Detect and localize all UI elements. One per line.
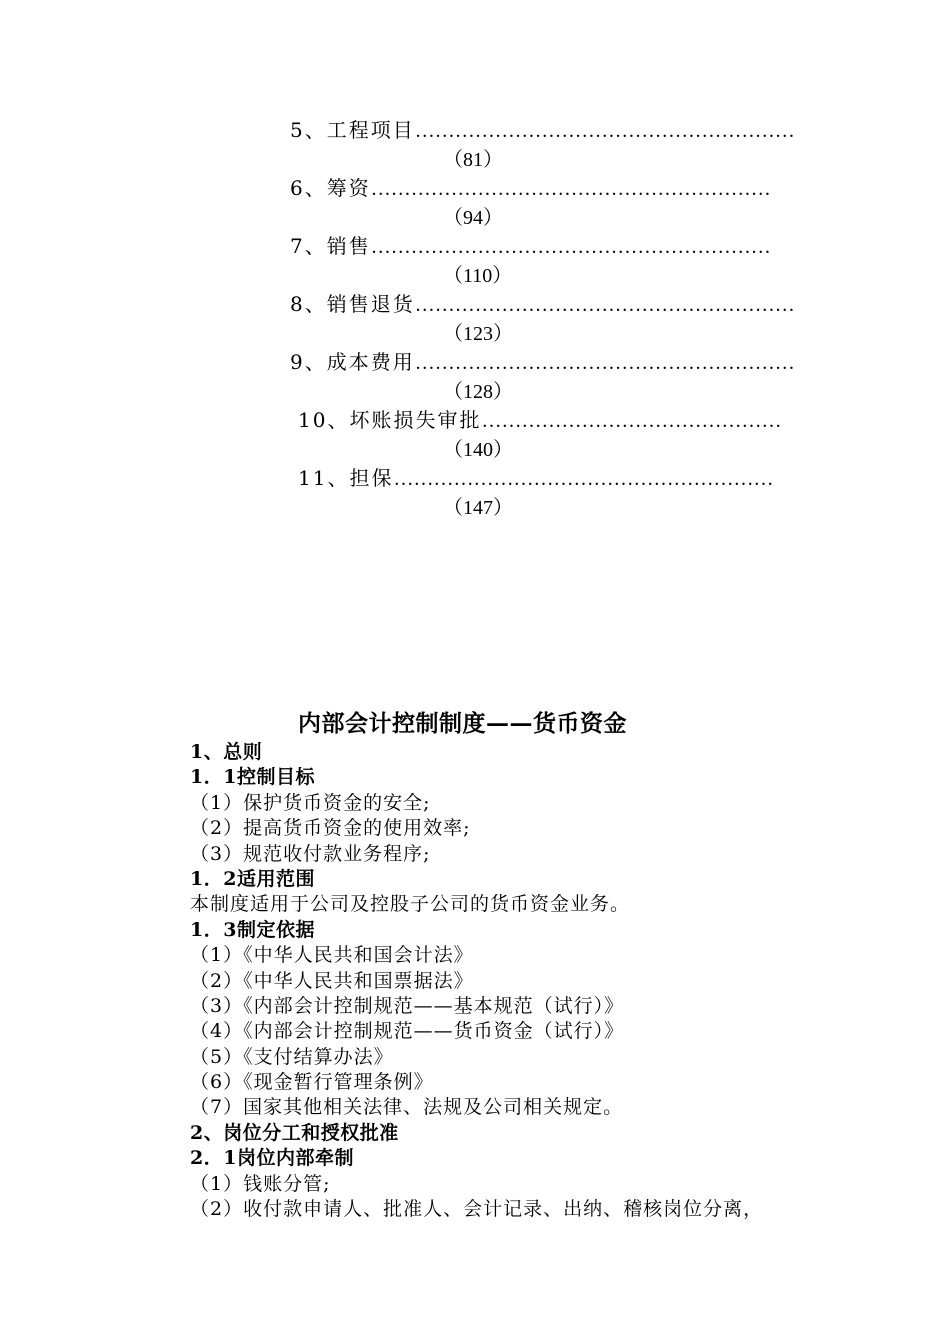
list-item: （2）《中华人民共和国票据法》 — [190, 969, 474, 992]
toc-page-number: （110） — [443, 265, 513, 287]
subsection-heading: 1．1控制目标 — [190, 766, 315, 789]
list-item: （5）《支付结算办法》 — [190, 1045, 394, 1068]
toc-entry-label: 5、工程项目 — [290, 118, 415, 142]
toc-leader-dots: …………………………………………………… — [370, 236, 771, 258]
toc-entry[interactable] — [0, 174, 950, 232]
toc-page-number: （94） — [443, 207, 503, 229]
toc-entry[interactable] — [0, 348, 950, 406]
toc-leader-dots: ………………………………………………… — [414, 352, 795, 374]
toc-entry[interactable] — [0, 290, 950, 348]
list-item: （4）《内部会计控制规范——货币资金（试行）》 — [190, 1020, 625, 1043]
toc-leader-dots: ………………………………………………… — [414, 294, 795, 316]
list-item: （1）《中华人民共和国会计法》 — [190, 944, 474, 967]
list-item: （2）提高货币资金的使用效率; — [190, 817, 471, 840]
list-item: （2）收付款申请人、批准人、会计记录、出纳、稽核岗位分离， — [190, 1198, 764, 1221]
toc-leader-dots: ………………………………………………… — [393, 468, 774, 490]
toc-leader-dots: ………………………………………………… — [414, 120, 795, 142]
list-item: （3）《内部会计控制规范——基本规范（试行）》 — [190, 994, 625, 1017]
paragraph: 本制度适用于公司及控股子公司的货币资金业务。 — [190, 893, 631, 916]
section-heading: 1、总则 — [190, 741, 263, 763]
document-lines — [190, 740, 763, 1222]
toc-entry-line — [298, 464, 773, 493]
toc-entry[interactable] — [0, 116, 950, 174]
toc-page-number: （128） — [443, 381, 513, 403]
toc-page-number: （147） — [443, 497, 513, 519]
list-item: （1）钱账分管; — [190, 1172, 331, 1195]
toc-entry-line — [290, 116, 795, 145]
toc-entry[interactable] — [0, 464, 950, 522]
toc-entry-line — [290, 232, 771, 261]
document-title: 内部会计控制制度——货币资金 — [298, 710, 627, 737]
toc-leader-dots: ……………………………………… — [481, 410, 782, 432]
toc-entry-line — [290, 290, 795, 319]
toc-entry-label: 10、坏账损失审批 — [298, 408, 482, 432]
toc-entry-line — [290, 348, 795, 377]
list-item: （7）国家其他相关法律、法规及公司相关规定。 — [190, 1096, 624, 1119]
toc-leader-dots: …………………………………………………… — [370, 178, 771, 200]
toc-entry-label: 7、销售 — [290, 234, 371, 258]
section-heading: 2、岗位分工和授权批准 — [190, 1121, 399, 1144]
toc-entry-label: 11、担保 — [298, 466, 394, 490]
toc-page-number: （123） — [443, 323, 513, 345]
toc-entry-line — [290, 174, 771, 203]
table-of-contents — [0, 116, 950, 522]
list-item: （1）保护货币资金的安全; — [190, 791, 431, 814]
list-item: （6）《现金暂行管理条例》 — [190, 1071, 434, 1094]
list-item: （3）规范收付款业务程序; — [190, 842, 431, 865]
toc-page-number: （140） — [443, 439, 513, 461]
subsection-heading: 1．3制定依据 — [190, 918, 315, 941]
subsection-heading: 1．2适用范围 — [190, 867, 315, 890]
toc-entry[interactable] — [0, 406, 950, 464]
toc-entry-label: 6、筹资 — [290, 176, 371, 200]
toc-entry-label: 8、销售退货 — [290, 292, 415, 316]
toc-entry-line — [298, 406, 781, 435]
toc-entry[interactable] — [0, 232, 950, 290]
toc-entry-label: 9、成本费用 — [290, 350, 415, 374]
subsection-heading: 2．1岗位内部牵制 — [190, 1147, 354, 1170]
toc-page-number: （81） — [443, 149, 503, 171]
